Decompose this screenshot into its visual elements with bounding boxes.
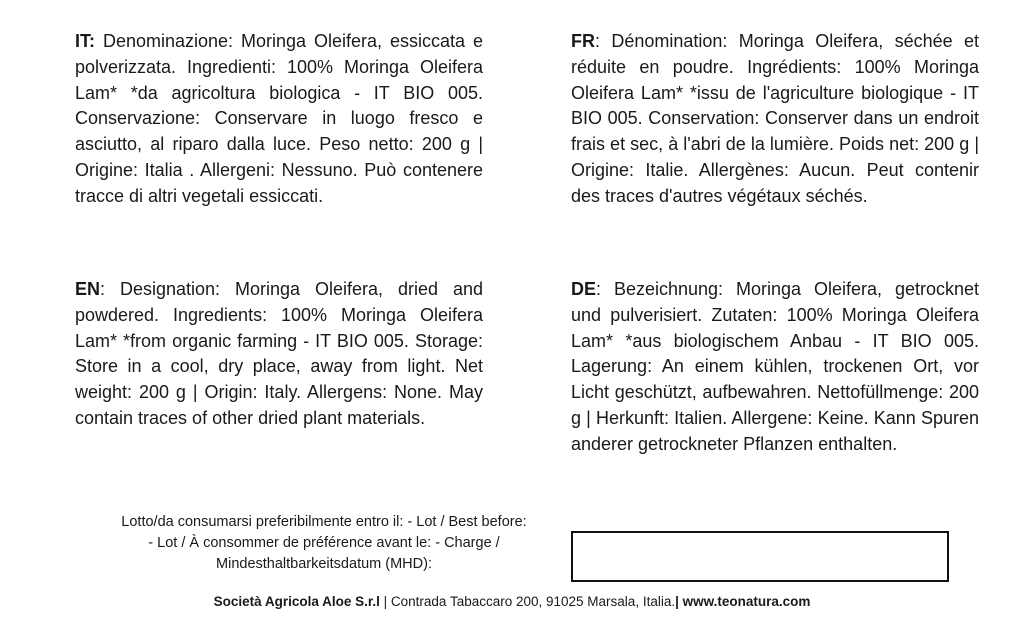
french-description: : Dénomination: Moringa Oleifera, séchée et réduite en poudre. Ingrédients: 100% Moringa Oleifera Lam* *issu de l'agriculture biologique - IT BIO 005. Conservation: Conserver dans un endroit frais et sec, à l'abri de la lumière. Poids net: 200 g | Origine: Italie. Allergènes: Aucun. Peut contenir des traces d'autres végétaux séchés. — [571, 31, 979, 206]
french-language-code: FR — [571, 31, 595, 51]
lot-best-before-note: Lotto/da consumarsi preferibilmente entro il: - Lot / Best before: - Lot / À consommer de préférence avant le: - Charge / Mindesthaltbarkeitsdatum (MHD): — [121, 514, 527, 572]
german-description: : Bezeichnung: Moringa Oleifera, getrocknet und pulverisiert. Zutaten: 100% Moringa Oleifera Lam* *aus biologischem Anbau - IT BIO 005. Lagerung: An einem kühlen, trockenen Ort, vor Licht geschützt, aufbewahren. Nettofüllmenge: 200 g | Herkunft: Italien. Allergene: Keine. Kann Spuren anderer getrockneter Pflanzen enthalten. — [571, 279, 979, 454]
german-label-text — [571, 277, 979, 458]
footer-separator: | — [675, 594, 683, 609]
italian-description: Denominazione: Moringa Oleifera, essiccata e polverizzata. Ingredienti: 100% Moringa Oleifera Lam* *da agricoltura biologica - IT BIO 005. Conservazione: Conservare in luogo fresco e asciutto, al riparo dalla luce. Peso netto: 200 g | Origine: Italia . Allergeni: Nessuno. Può contenere tracce di altri vegetali essiccati. — [75, 31, 483, 206]
lot-date-box — [571, 531, 949, 582]
english-language-code: EN — [75, 279, 101, 299]
english-label-text — [75, 277, 483, 432]
german-language-code: DE — [571, 279, 597, 299]
company-website: www.teonatura.com — [682, 594, 811, 609]
company-footer — [0, 593, 1024, 611]
company-address: Contrada Tabaccaro 200, 91025 Marsala, Italia. — [390, 594, 676, 609]
french-label-text — [571, 29, 979, 210]
english-description: : Designation: Moringa Oleifera, dried and powdered. Ingredients: 100% Moringa Oleifera Lam* *from organic farming - IT BIO 005. Storage: Store in a cool, dry place, away from light. Net weight: 200 g | Origin: Italy. Allergens: None. May contain traces of other dried plant materials. — [75, 279, 483, 428]
italian-label-text — [75, 29, 483, 210]
footer-separator: | — [379, 594, 391, 609]
italian-language-code: IT: — [75, 31, 95, 51]
company-name: Società Agricola Aloe S.r.l — [213, 594, 380, 609]
